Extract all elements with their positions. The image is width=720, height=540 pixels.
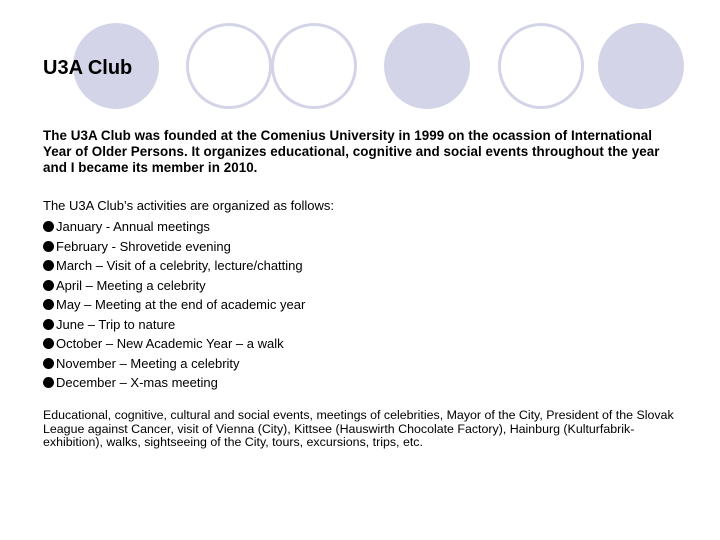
- list-item: [43, 217, 305, 237]
- list-item: [43, 276, 305, 296]
- bullet-icon: [43, 221, 54, 232]
- activity-text: June – Trip to nature: [56, 316, 176, 332]
- summary-paragraph: Educational, cognitive, cultural and social events, meetings of celebrities, Mayor of the City, President of the Slovak League against Cancer, visit of Vienna (City), Kittsee (Hauswirth Chocolate Factory), Hainburg (Kulturfabrik-exhibition), walks, sightseeing of the City, tours, excursions, trips, etc.: [43, 408, 674, 449]
- list-item: [43, 237, 305, 257]
- slide-title: U3A Club: [43, 57, 133, 79]
- activity-text: May – Meeting at the end of academic year: [56, 297, 306, 312]
- list-item: [43, 373, 305, 393]
- decorative-circle-5: [498, 23, 584, 109]
- activity-text: February - Shrovetide evening: [56, 238, 231, 254]
- intro-paragraph: The U3A Club was founded at the Comenius University in 1999 on the ocassion of International Year of Older Persons. It organizes educational, cognitive and social events throughout the year and I became its member in 2010.: [43, 128, 660, 175]
- decorative-circle-4: [384, 23, 470, 109]
- activity-text: November – Meeting a celebrity: [56, 355, 240, 371]
- list-item: [43, 315, 305, 335]
- decorative-circle-3: [271, 23, 357, 109]
- decorative-circle-2: [186, 23, 272, 109]
- list-item: [43, 334, 305, 354]
- activity-text: March – Visit of a celebrity, lecture/chatting: [56, 258, 303, 273]
- list-item: [43, 256, 305, 276]
- list-item: [43, 354, 305, 374]
- decorative-circle-6: [598, 23, 684, 109]
- activities-heading: The U3A Club’s activities are organized as follows:: [43, 198, 334, 213]
- bullet-icon: [43, 358, 54, 369]
- bullet-icon: [43, 299, 54, 310]
- list-item: [43, 295, 305, 315]
- activity-text: January - Annual meetings: [56, 219, 210, 234]
- activity-text: December – X-mas meeting: [56, 375, 218, 390]
- bullet-icon: [43, 319, 54, 330]
- bullet-icon: [43, 280, 54, 291]
- activity-text: April – Meeting a celebrity: [56, 277, 206, 293]
- bullet-icon: [43, 241, 54, 252]
- activity-text: October – New Academic Year – a walk: [56, 336, 284, 351]
- activities-list: [43, 217, 305, 393]
- bullet-icon: [43, 377, 54, 388]
- bullet-icon: [43, 260, 54, 271]
- bullet-icon: [43, 338, 54, 349]
